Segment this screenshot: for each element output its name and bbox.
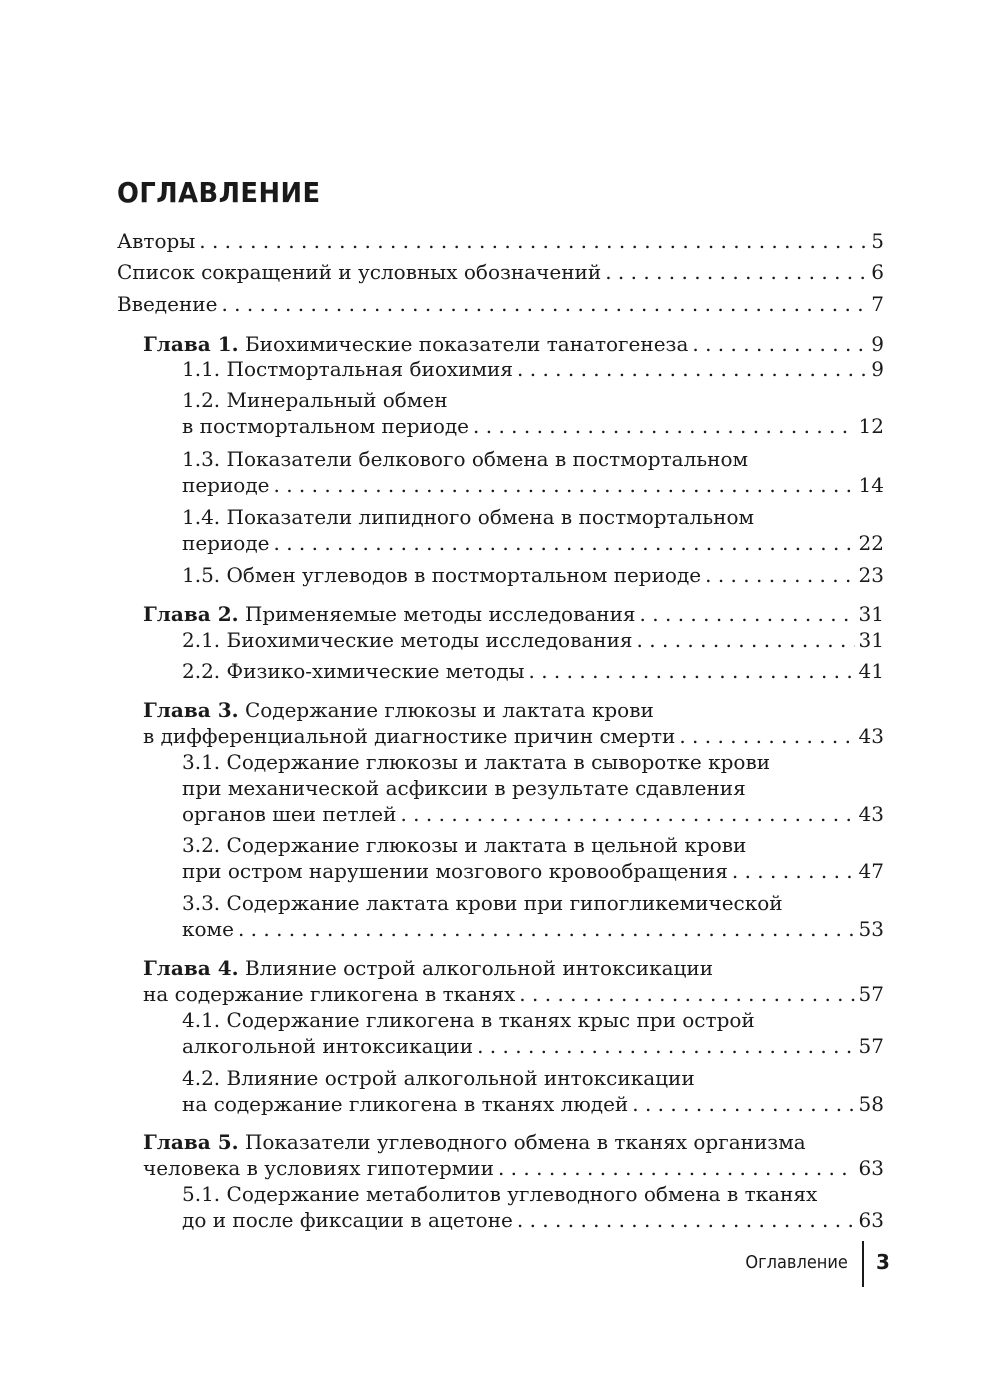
toc-entry-title	[182, 1008, 755, 1032]
dot-leader	[238, 916, 855, 942]
dot-leader	[477, 1033, 854, 1059]
toc-entry-line	[182, 775, 884, 801]
toc-page-number: 63	[858, 1156, 884, 1180]
toc-section-entry[interactable]	[182, 446, 884, 498]
toc-page-number: 41	[858, 659, 884, 683]
toc-entry-text: на содержание гликогена в тканях людей	[182, 1092, 629, 1116]
toc-entry-line	[182, 890, 884, 916]
toc-entry-title	[182, 858, 728, 884]
dot-leader	[692, 331, 867, 357]
toc-entry-title	[182, 505, 754, 529]
toc-entry-text: Биохимические показатели танатогенеза	[244, 332, 689, 356]
toc-entry-line	[143, 955, 884, 981]
toc-entry-last-line	[182, 472, 884, 498]
toc-entry-last-line	[182, 413, 884, 439]
toc-page-number: 12	[858, 414, 884, 438]
dot-leader	[605, 259, 867, 285]
toc-entry-last-line	[182, 530, 884, 556]
toc-entry-text: органов шеи петлей	[182, 802, 397, 826]
toc-section-entry[interactable]	[182, 1065, 884, 1117]
toc-entry-text: 3.3. Содержание лактата крови при гипогликемической	[182, 891, 783, 915]
toc-entry-text: периоде	[182, 531, 270, 555]
toc-entry-title	[182, 750, 770, 774]
toc-page-number: 43	[858, 724, 884, 748]
toc-entry[interactable]	[117, 291, 884, 317]
toc-entry-text: 2.1. Биохимические методы исследования	[182, 628, 633, 652]
toc-section-entry[interactable]	[182, 1181, 884, 1233]
toc-entry-last-line	[143, 601, 884, 627]
toc-entry-text: 1.3. Показатели белкового обмена в постмортальном	[182, 447, 749, 471]
toc-entry-text: 1.1. Постмортальная биохимия	[182, 357, 514, 381]
toc-page-number: 6	[871, 260, 884, 284]
toc-entry-text: Введение	[117, 292, 218, 316]
toc-entry-text: 3.1. Содержание глюкозы и лактата в сыворотке крови	[182, 750, 771, 774]
dot-leader	[517, 356, 867, 382]
toc-entry-title	[182, 413, 469, 439]
toc-entry-title	[182, 658, 525, 684]
toc-entry-text: 1.5. Обмен углеводов в постмортальном периоде	[182, 563, 702, 587]
toc-entry-text: коме	[182, 917, 234, 941]
toc-section-entry[interactable]	[182, 832, 884, 884]
toc-section-entry[interactable]	[182, 658, 884, 684]
dot-leader	[632, 1091, 854, 1117]
toc-entry-title	[182, 356, 513, 382]
toc-chapter-entry[interactable]	[143, 697, 884, 749]
dot-leader	[705, 562, 854, 588]
toc-entry[interactable]	[117, 259, 884, 285]
toc-entry-title	[182, 1033, 473, 1059]
toc-entry-title	[182, 447, 748, 471]
toc-page-number: 53	[858, 917, 884, 941]
toc-section-entry[interactable]	[182, 627, 884, 653]
toc-entry-text: в дифференциальной диагностике причин смерти	[143, 724, 676, 748]
toc-entry-text: в постмортальном периоде	[182, 414, 470, 438]
toc-section-entry[interactable]	[182, 387, 884, 439]
toc-entry-title	[143, 601, 636, 627]
toc-entry-title	[143, 1155, 494, 1181]
chapter-label: Глава 3.	[143, 698, 239, 722]
toc-entry-title	[182, 1207, 513, 1233]
toc-entry-title	[182, 1182, 817, 1206]
toc-entry-text: 4.2. Влияние острой алкогольной интоксикации	[182, 1066, 695, 1090]
footer-divider	[862, 1241, 864, 1287]
toc-chapter-entry[interactable]	[143, 1129, 884, 1181]
dot-leader	[637, 627, 855, 653]
dot-leader	[473, 413, 855, 439]
toc-chapter-entry[interactable]	[143, 331, 884, 357]
toc-entry-title	[143, 723, 675, 749]
chapter-label: Глава 1.	[143, 332, 239, 356]
toc-entry-line	[182, 1181, 884, 1207]
toc-entry-text: Применяемые методы исследования	[244, 602, 636, 626]
toc-section-entry[interactable]	[182, 890, 884, 942]
toc-entry-line	[182, 504, 884, 530]
toc-entry-text: Содержание глюкозы и лактата крови	[244, 698, 654, 722]
toc-section-entry[interactable]	[182, 356, 884, 382]
toc-entry-title	[117, 259, 601, 285]
toc-page-number: 5	[871, 229, 884, 253]
dot-leader	[679, 723, 854, 749]
toc-entry-title	[182, 833, 746, 857]
toc-entry-title	[143, 331, 688, 357]
toc-entry-last-line	[182, 1091, 884, 1117]
toc-entry-last-line	[182, 858, 884, 884]
chapter-label: Глава 2.	[143, 602, 239, 626]
toc-entry-title	[182, 1091, 628, 1117]
toc-entry-line	[182, 749, 884, 775]
toc-entry-line	[182, 446, 884, 472]
toc-entry-text: на содержание гликогена в тканях	[143, 982, 516, 1006]
toc-chapter-entry[interactable]	[143, 601, 884, 627]
toc-entry-text: Показатели углеводного обмена в тканях организма	[244, 1130, 806, 1154]
toc-entry-text: Авторы	[117, 229, 196, 253]
toc-entry-text: Список сокращений и условных обозначений	[117, 260, 602, 284]
toc-entry-text: 5.1. Содержание метаболитов углеводного обмена в тканях	[182, 1182, 818, 1206]
toc-page-number: 31	[858, 602, 884, 626]
toc-section-entry[interactable]	[182, 504, 884, 556]
toc-entry-last-line	[143, 1155, 884, 1181]
toc-entry-last-line	[182, 1207, 884, 1233]
toc-chapter-entry[interactable]	[143, 955, 884, 1007]
toc-entry-line	[182, 387, 884, 413]
toc-page-number: 23	[858, 563, 884, 587]
toc-entry-text: 2.2. Физико-химические методы	[182, 659, 525, 683]
toc-entry-last-line	[182, 1033, 884, 1059]
toc-page-number: 14	[858, 473, 884, 497]
dot-leader	[199, 228, 867, 254]
dot-leader	[221, 291, 867, 317]
toc-entry-title	[143, 956, 713, 980]
toc-entry-text: алкогольной интоксикации	[182, 1034, 474, 1058]
toc-entry-title	[143, 1130, 806, 1154]
toc-page-number: 57	[858, 982, 884, 1006]
toc-entry-text: человека в условиях гипотермии	[143, 1156, 494, 1180]
toc-entry-text: 3.2. Содержание глюкозы и лактата в цельной крови	[182, 833, 747, 857]
toc-entry-last-line	[117, 291, 884, 317]
toc-entry-title	[182, 801, 396, 827]
toc-entry-line	[182, 1065, 884, 1091]
toc-page-number: 9	[871, 332, 884, 356]
toc-entry-last-line	[182, 562, 884, 588]
toc-page-number: 47	[858, 859, 884, 883]
chapter-label: Глава 5.	[143, 1130, 239, 1154]
toc-entry-title	[182, 891, 783, 915]
dot-leader	[529, 658, 855, 684]
toc-entry-title	[182, 530, 270, 556]
toc-page-number: 9	[871, 357, 884, 381]
toc-entry-last-line	[182, 916, 884, 942]
dot-leader	[498, 1155, 855, 1181]
toc-entry-text: 4.1. Содержание гликогена в тканях крыс при острой	[182, 1008, 755, 1032]
toc-entry-last-line	[143, 981, 884, 1007]
toc-page-number: 58	[858, 1092, 884, 1116]
running-footer-section: Оглавление	[745, 1252, 848, 1273]
toc-entry-last-line	[182, 801, 884, 827]
dot-leader	[400, 801, 854, 827]
toc-entry-line	[182, 832, 884, 858]
toc-entry-title	[117, 291, 217, 317]
toc-entry-text: при остром нарушении мозгового кровообращения	[182, 859, 728, 883]
toc-section-entry[interactable]	[182, 749, 884, 827]
toc-entry-title	[182, 1066, 695, 1090]
toc-page-number: 57	[858, 1034, 884, 1058]
toc-entry-title	[182, 388, 448, 412]
toc-entry[interactable]	[117, 228, 884, 254]
toc-entry-last-line	[117, 259, 884, 285]
dot-leader	[519, 981, 854, 1007]
toc-entry-title	[182, 562, 701, 588]
dot-leader	[517, 1207, 855, 1233]
toc-entry-title	[182, 776, 746, 800]
dot-leader	[274, 472, 855, 498]
toc-entry-last-line	[182, 356, 884, 382]
toc-entry-title	[182, 916, 234, 942]
dot-leader	[640, 601, 855, 627]
toc-entry-text: Влияние острой алкогольной интоксикации	[244, 956, 714, 980]
toc-entry-text: 1.2. Минеральный обмен	[182, 388, 448, 412]
toc-entry-title	[182, 472, 270, 498]
toc-entry-last-line	[117, 228, 884, 254]
toc-page-number: 31	[858, 628, 884, 652]
toc-entry-line	[143, 697, 884, 723]
chapter-label: Глава 4.	[143, 956, 239, 980]
toc-section-entry[interactable]	[182, 1007, 884, 1059]
toc-entry-last-line	[182, 658, 884, 684]
toc-entry-text: 1.4. Показатели липидного обмена в постмортальном	[182, 505, 755, 529]
toc-entry-last-line	[182, 627, 884, 653]
toc-entry-title	[182, 627, 633, 653]
toc-page-number: 43	[858, 802, 884, 826]
toc-entry-line	[182, 1007, 884, 1033]
toc-page-number: 22	[858, 531, 884, 555]
toc-entry-title	[117, 228, 195, 254]
toc-section-entry[interactable]	[182, 562, 884, 588]
page-title: ОГЛАВЛЕНИЕ	[117, 176, 321, 209]
toc-entry-last-line	[143, 723, 884, 749]
toc-entry-text: периоде	[182, 473, 270, 497]
toc-entry-last-line	[143, 331, 884, 357]
toc-entry-title	[143, 981, 515, 1007]
toc-entry-title	[143, 698, 654, 722]
toc-entry-text: до и после фиксации в ацетоне	[182, 1208, 513, 1232]
toc-page-number: 63	[858, 1208, 884, 1232]
page-number: 3	[876, 1250, 890, 1274]
toc-entry-text: при механической асфиксии в результате сдавления	[182, 776, 746, 800]
toc-entry-line	[143, 1129, 884, 1155]
toc-page-number: 7	[871, 292, 884, 316]
dot-leader	[274, 530, 855, 556]
dot-leader	[732, 858, 855, 884]
